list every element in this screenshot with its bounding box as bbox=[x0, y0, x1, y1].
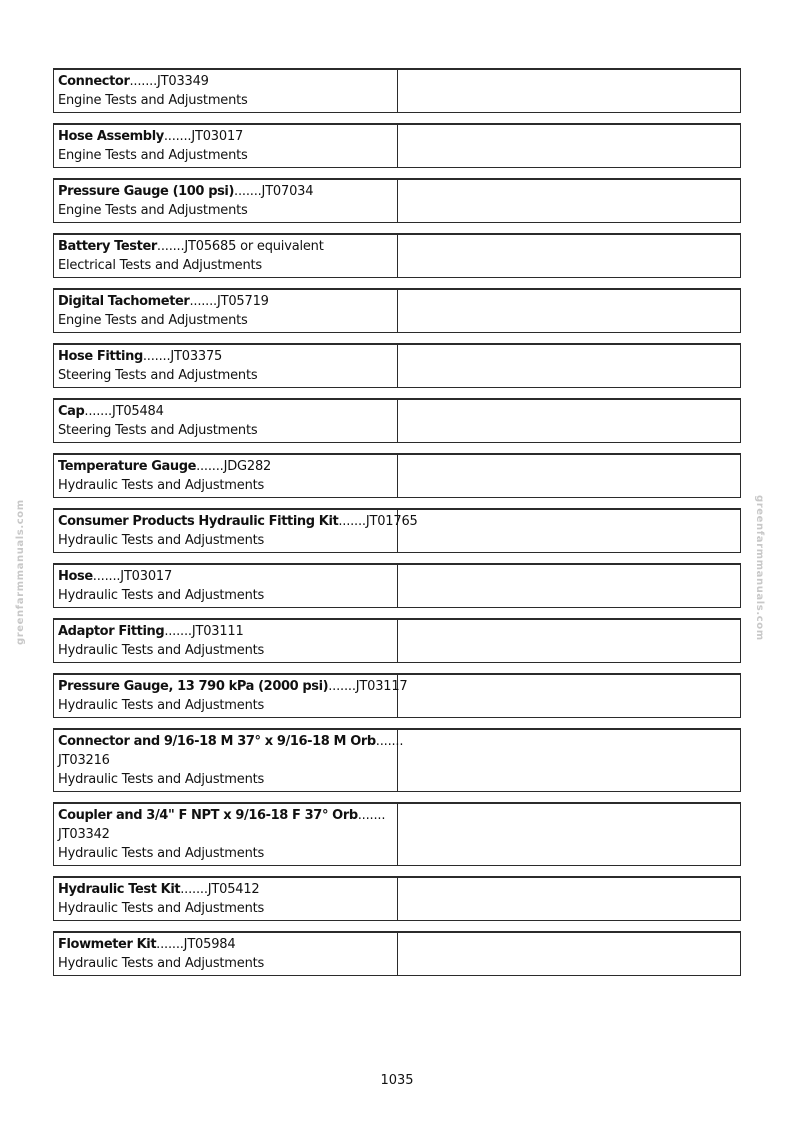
tool-description bbox=[54, 565, 398, 607]
tool-image-cell bbox=[398, 730, 740, 791]
tool-section: Engine Tests and Adjustments bbox=[58, 313, 248, 328]
tool-name: Digital Tachometer bbox=[58, 294, 190, 309]
tool-name: Cap bbox=[58, 404, 85, 419]
tool-part-number: .......JT03117 bbox=[328, 679, 408, 694]
tool-section: Hydraulic Tests and Adjustments bbox=[58, 846, 265, 861]
tool-description bbox=[54, 125, 398, 167]
tool-image-cell bbox=[398, 70, 740, 112]
tool-box bbox=[53, 68, 741, 113]
tool-image-cell bbox=[398, 235, 740, 277]
tool-name: Pressure Gauge, 13 790 kPa (2000 psi) bbox=[58, 679, 329, 694]
tool-image-cell bbox=[398, 878, 740, 920]
page-number: 1035 bbox=[380, 1073, 414, 1088]
tool-box bbox=[53, 288, 741, 333]
tool-part-number: .......JDG282 bbox=[196, 459, 272, 474]
tool-name: Connector bbox=[58, 74, 130, 89]
tool-part-number: .......JT07034 bbox=[234, 184, 314, 199]
tool-section: Engine Tests and Adjustments bbox=[58, 148, 248, 163]
tool-description bbox=[54, 804, 398, 865]
tool-part-number: .......JT03017 bbox=[92, 569, 173, 584]
tool-image-cell bbox=[398, 345, 740, 387]
tool-part-number-continued: JT03342 bbox=[58, 827, 110, 842]
tool-box bbox=[53, 931, 741, 976]
tool-part-number: .......JT03349 bbox=[129, 74, 209, 89]
tool-section: Steering Tests and Adjustments bbox=[58, 368, 258, 383]
tool-image-cell bbox=[398, 933, 740, 975]
tool-description bbox=[54, 290, 398, 332]
tool-box bbox=[53, 508, 741, 553]
tool-part-number: .......JT05685 or equivalent bbox=[156, 239, 324, 254]
tool-part-number: .......JT05412 bbox=[180, 882, 260, 897]
tool-box bbox=[53, 178, 741, 223]
tool-part-number: .......JT03017 bbox=[163, 129, 244, 144]
tool-section: Hydraulic Tests and Adjustments bbox=[58, 956, 265, 971]
tool-name: Hydraulic Test Kit bbox=[58, 882, 181, 897]
tool-description bbox=[54, 620, 398, 662]
tool-part-number: .......JT03111 bbox=[164, 624, 244, 639]
tool-name: Connector and 9/16-18 M 37° x 9/16-18 M Orb bbox=[58, 734, 376, 749]
tool-section: Hydraulic Tests and Adjustments bbox=[58, 698, 265, 713]
tool-section: Hydraulic Tests and Adjustments bbox=[58, 533, 265, 548]
special-tools-list bbox=[53, 68, 741, 986]
tool-image-cell bbox=[398, 804, 740, 865]
tool-description bbox=[54, 400, 398, 442]
tool-description bbox=[54, 510, 418, 552]
watermark-text: greenfarmmanuals.com bbox=[754, 495, 765, 641]
tool-name: Hose Assembly bbox=[58, 129, 164, 144]
tool-section: Hydraulic Tests and Adjustments bbox=[58, 772, 265, 787]
tool-part-number: .......JT01765 bbox=[338, 514, 418, 529]
tool-part-number: ....... bbox=[357, 808, 386, 823]
tool-box bbox=[53, 343, 741, 388]
tool-box bbox=[53, 876, 741, 921]
tool-image-cell bbox=[398, 565, 740, 607]
tool-part-number: ....... bbox=[375, 734, 404, 749]
tool-section: Engine Tests and Adjustments bbox=[58, 93, 248, 108]
tool-description bbox=[54, 235, 398, 277]
tool-section: Hydraulic Tests and Adjustments bbox=[58, 478, 265, 493]
tool-part-number: .......JT03375 bbox=[142, 349, 223, 364]
tool-box bbox=[53, 618, 741, 663]
tool-section: Steering Tests and Adjustments bbox=[58, 423, 258, 438]
tool-box bbox=[53, 123, 741, 168]
tool-description bbox=[54, 70, 398, 112]
tool-description bbox=[54, 878, 398, 920]
tool-description bbox=[54, 180, 398, 222]
tool-section: Hydraulic Tests and Adjustments bbox=[58, 901, 265, 916]
tool-box bbox=[53, 802, 741, 866]
tool-name: Temperature Gauge bbox=[58, 459, 197, 474]
tool-name: Hose bbox=[58, 569, 93, 584]
tool-image-cell bbox=[398, 125, 740, 167]
tool-part-number: .......JT05719 bbox=[189, 294, 269, 309]
tool-section: Hydraulic Tests and Adjustments bbox=[58, 588, 265, 603]
tool-name: Adaptor Fitting bbox=[58, 624, 165, 639]
tool-section: Engine Tests and Adjustments bbox=[58, 203, 248, 218]
tool-box bbox=[53, 398, 741, 443]
tool-description bbox=[54, 730, 404, 791]
tool-section: Electrical Tests and Adjustments bbox=[58, 258, 262, 273]
tool-description bbox=[54, 455, 398, 497]
tool-description bbox=[54, 933, 398, 975]
tool-image-cell bbox=[398, 180, 740, 222]
tool-image-cell bbox=[398, 675, 740, 717]
tool-description bbox=[54, 675, 408, 717]
tool-box bbox=[53, 563, 741, 608]
tool-part-number: .......JT05984 bbox=[156, 937, 236, 952]
tool-image-cell bbox=[398, 510, 740, 552]
tool-box bbox=[53, 673, 741, 718]
tool-image-cell bbox=[398, 455, 740, 497]
tool-image-cell bbox=[398, 620, 740, 662]
tool-name: Pressure Gauge (100 psi) bbox=[58, 184, 235, 199]
tool-box bbox=[53, 453, 741, 498]
tool-image-cell bbox=[398, 400, 740, 442]
tool-name: Consumer Products Hydraulic Fitting Kit bbox=[58, 514, 339, 529]
tool-box bbox=[53, 728, 741, 792]
tool-image-cell bbox=[398, 290, 740, 332]
tool-name: Battery Tester bbox=[58, 239, 157, 254]
watermark-text: greenfarmmanuals.com bbox=[15, 499, 26, 645]
tool-section: Hydraulic Tests and Adjustments bbox=[58, 643, 265, 658]
tool-part-number: .......JT05484 bbox=[84, 404, 164, 419]
tool-box bbox=[53, 233, 741, 278]
tool-part-number-continued: JT03216 bbox=[58, 753, 110, 768]
tool-name: Coupler and 3/4" F NPT x 9/16-18 F 37° Orb bbox=[58, 808, 358, 823]
tool-name: Flowmeter Kit bbox=[58, 937, 157, 952]
tool-description bbox=[54, 345, 398, 387]
tool-name: Hose Fitting bbox=[58, 349, 143, 364]
